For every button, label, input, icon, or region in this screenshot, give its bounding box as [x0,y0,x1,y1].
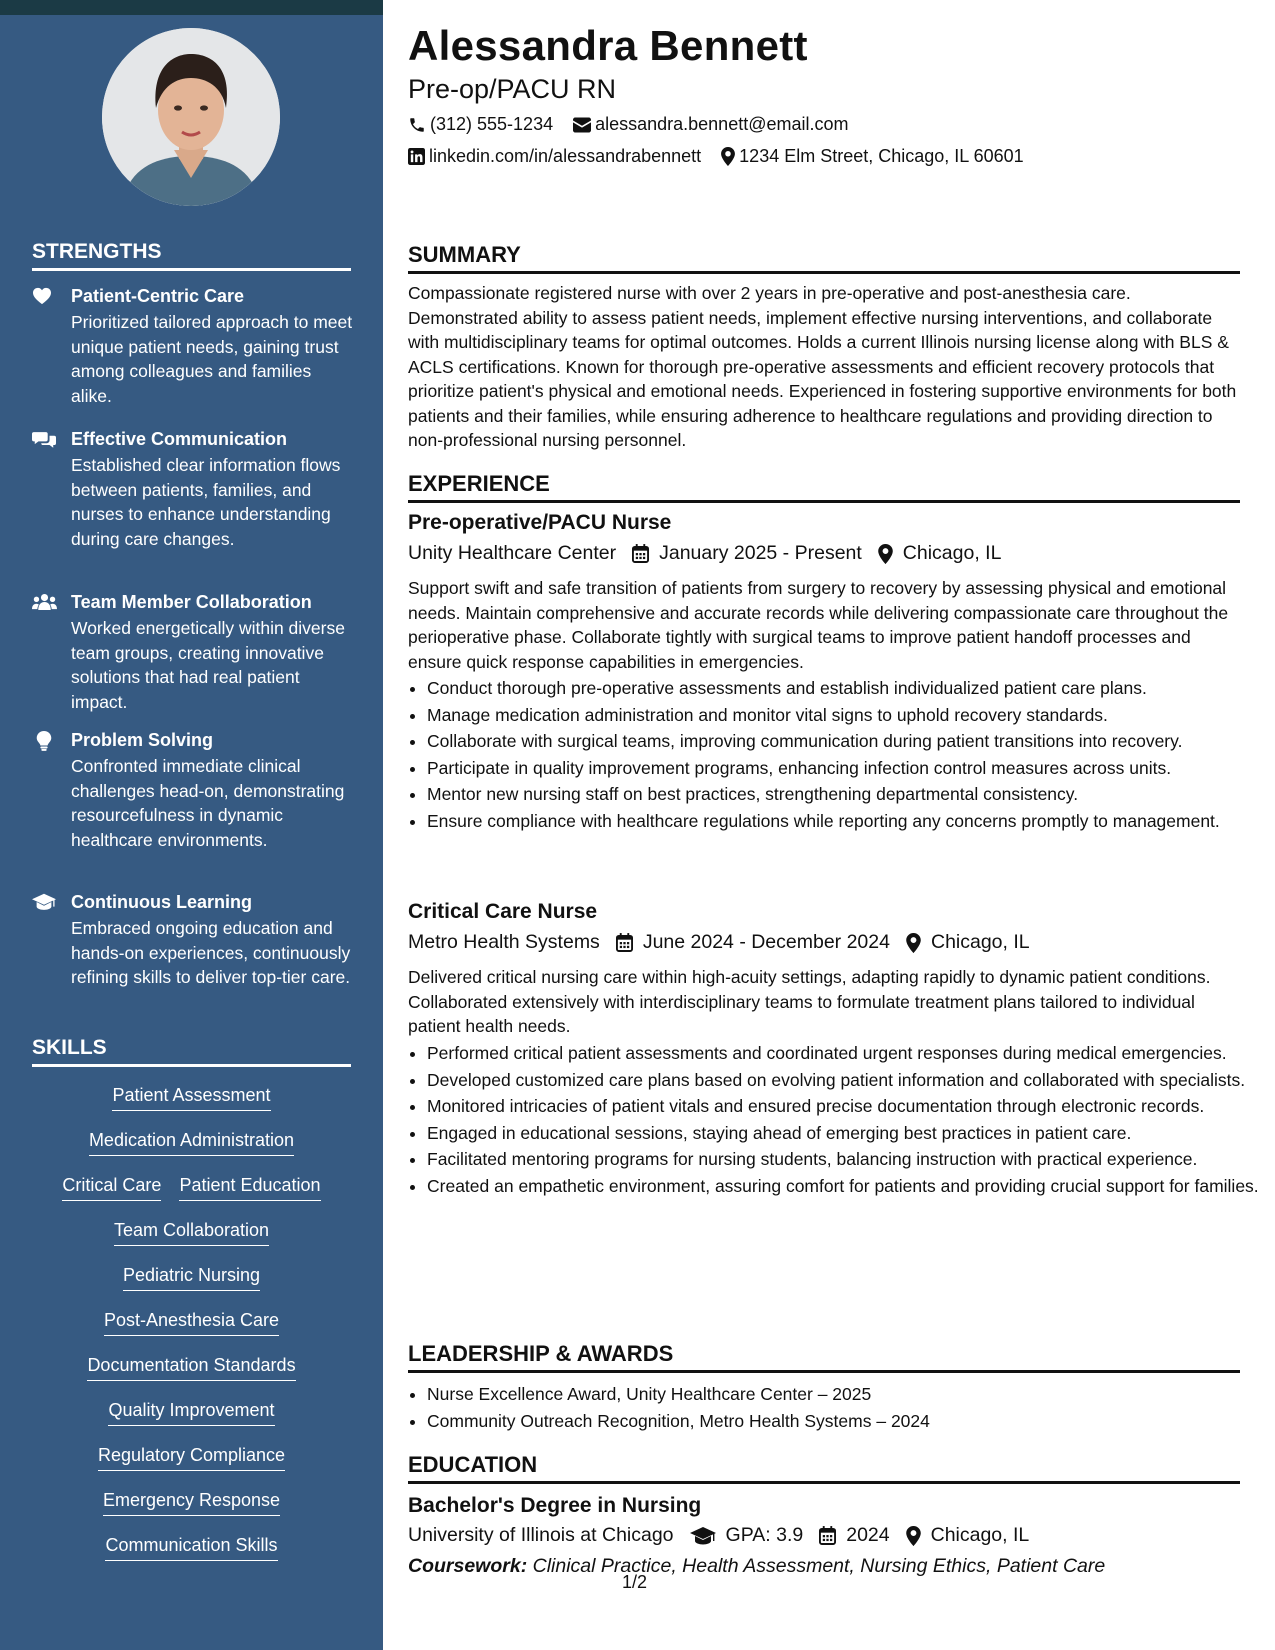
strength-description: Worked energetically within diverse team groups, creating innovative solutions that had real patient impact. [71,618,345,712]
list-item: • Engaged in educational sessions, staying ahead of emerging best practices in patient care. [427,1121,1259,1146]
graduation-cap-icon [32,893,56,913]
skill-tag: Patient Assessment [112,1084,270,1111]
skill-tag: Regulatory Compliance [98,1444,285,1471]
graduation-cap-icon [690,1527,716,1545]
list-item: • Community Outreach Recognition, Metro Health Systems – 2024 [427,1409,1259,1434]
skill-tag: Quality Improvement [108,1399,274,1426]
strength-title: Patient-Centric Care [71,286,245,306]
company-name: Unity Healthcare Center [408,542,617,564]
skill-tag: Emergency Response [103,1489,280,1516]
sidebar [0,0,383,1650]
skill-tag: Communication Skills [105,1534,277,1561]
strength-description: Prioritized tailored approach to meet unique patient needs, gaining trust among colleagues and families alike. [71,312,353,406]
list-item: • Created an empathetic environment, assuring comfort for patients and providing crucial support for families. [427,1174,1259,1199]
coursework-label: Coursework: [408,1555,528,1577]
list-item: • Ensure compliance with healthcare regulations while reporting any concerns promptly to management. [427,809,1259,834]
comments-icon [32,430,56,450]
candidate-role: Pre-op/PACU RN [408,74,617,104]
address: 1234 Elm Street, Chicago, IL 60601 [739,146,1024,166]
degree-title: Bachelor's Degree in Nursing [408,1494,702,1517]
contact-line-1 [408,114,869,135]
summary-text: Compassionate registered nurse with over 2 years in pre-operative and post-anesthesia care. Demonstrated ability to assess patient needs, implement effective nursing interventions, and collaborate with multidisciplinary teams for optimal outcomes. Holds a current Illinois nursing license along with BLS & ACLS certifications. Known for thorough pre-operative assessments and efficient recovery protocols that prioritize patient's physical and emotional needs. Experienced in fostering supportive environments for both patients and their families, while ensuring adherence to healthcare regulations and providing direction to non-professional nursing personnel. [408,283,1237,450]
list-item: • Nurse Excellence Award, Unity Healthcare Center – 2025 [427,1382,1259,1407]
skills-list [32,1084,351,1579]
list-item: • Mentor new nursing staff on best practices, strengthening departmental consistency. [427,782,1259,807]
skill-tag: Team Collaboration [114,1219,269,1246]
users-icon [32,593,56,613]
list-item: • Collaborate with surgical teams, improving communication during patient transitions into recovery. [427,729,1259,754]
list-item: • Performed critical patient assessments and coordinated urgent responses during medical emergencies. [427,1041,1259,1066]
calendar-icon [616,933,633,952]
strength-description: Confronted immediate clinical challenges head-on, demonstrating resourcefulness in dynamic healthcare environments. [71,756,345,850]
education-heading: EDUCATION [408,1452,1240,1484]
linkedin-url[interactable]: linkedin.com/in/alessandrabennett [429,146,702,166]
skill-tag: Post-Anesthesia Care [104,1309,279,1336]
skill-tag: Pediatric Nursing [123,1264,260,1291]
calendar-icon [632,544,649,563]
job-title: Critical Care Nurse [408,900,598,923]
job-location: Chicago, IL [902,542,1002,564]
job-summary: Support swift and safe transition of patients from surgery to recovery by assessing physical and emotional needs. Maintain comprehensive and accurate records while delivering compassionate care throughout the perioperative phase. Collaborate tightly with surgical teams to improve patient handoff processes and ensure quick response capabilities in emergencies. [408,578,1229,672]
leadership-heading: LEADERSHIP & AWARDS [408,1341,1240,1373]
education-meta [408,1524,1045,1547]
sidebar-top-bar [0,0,383,15]
lightbulb-icon [32,731,56,751]
company-name: Metro Health Systems [408,931,600,953]
list-item: • Facilitated mentoring programs for nursing students, balancing instruction with practical experience. [427,1147,1259,1172]
job-dates: June 2024 - December 2024 [642,931,890,953]
skill-tag: Medication Administration [89,1129,294,1156]
map-marker-icon [906,933,921,953]
skill-tag: Patient Education [179,1174,320,1201]
strength-description: Established clear information flows between patients, families, and nurses to enhance understanding during care changes. [71,455,341,549]
job-location: Chicago, IL [930,931,1030,953]
phone-icon [408,116,426,134]
job-bullets [408,676,1259,835]
candidate-name: Alessandra Bennett [408,22,808,69]
contact-line-2 [408,146,1044,167]
strength-description: Embraced ongoing education and hands-on experiences, continuously refining skills to deliver top-tier care. [71,918,351,987]
gpa: GPA: 3.9 [725,1524,804,1546]
graduation-year: 2024 [846,1524,890,1546]
email-address[interactable]: alessandra.bennett@email.com [595,114,849,134]
strength-title: Effective Communication [71,429,288,449]
list-item: • Participate in quality improvement programs, enhancing infection control measures across units. [427,756,1259,781]
job-meta [408,542,1017,565]
job-dates: January 2025 - Present [659,542,862,564]
coursework-list: Clinical Practice, Health Assessment, Nursing Ethics, Patient Care [532,1555,1106,1577]
job-bullets [408,1041,1259,1200]
job-summary: Delivered critical nursing care within high-acuity settings, adapting rapidly to dynamic patient conditions. Collaborated extensively with interdisciplinary teams to formulate treatment plans tailored to individual patient health needs. [408,967,1211,1036]
strengths-heading: STRENGTHS [32,240,351,271]
coursework [408,1555,1105,1578]
map-marker-icon [878,544,893,564]
list-item: • Monitored intricacies of patient vitals and ensured precise documentation through electronic records. [427,1094,1259,1119]
map-marker-icon [906,1526,921,1546]
school-name: University of Illinois at Chicago [408,1524,674,1546]
school-location: Chicago, IL [930,1524,1030,1546]
heart-icon [32,287,56,307]
strength-title: Team Member Collaboration [71,592,312,612]
linkedin-icon [408,148,425,165]
skills-heading: SKILLS [32,1036,351,1067]
list-item: • Conduct thorough pre-operative assessments and establish individualized patient care plans. [427,676,1259,701]
strength-title: Problem Solving [71,730,214,750]
strength-title: Continuous Learning [71,892,252,912]
map-marker-icon [721,147,735,166]
summary-heading: SUMMARY [408,242,1240,274]
job-meta [408,931,1046,954]
experience-heading: EXPERIENCE [408,471,1240,503]
calendar-icon [819,1526,836,1545]
list-item: • Developed customized care plans based on evolving patient information and collaborated with specialists. [427,1068,1259,1093]
skill-tag: Documentation Standards [87,1354,295,1381]
profile-photo [102,28,280,206]
awards-list [408,1382,1259,1435]
phone-number[interactable]: (312) 555-1234 [430,114,554,134]
page-number: 1/2 [622,1572,648,1592]
list-item: • Manage medication administration and monitor vital signs to uphold recovery standards. [427,703,1259,728]
skill-tag: Critical Care [62,1174,161,1201]
envelope-icon [573,117,591,133]
job-title: Pre-operative/PACU Nurse [408,511,672,534]
